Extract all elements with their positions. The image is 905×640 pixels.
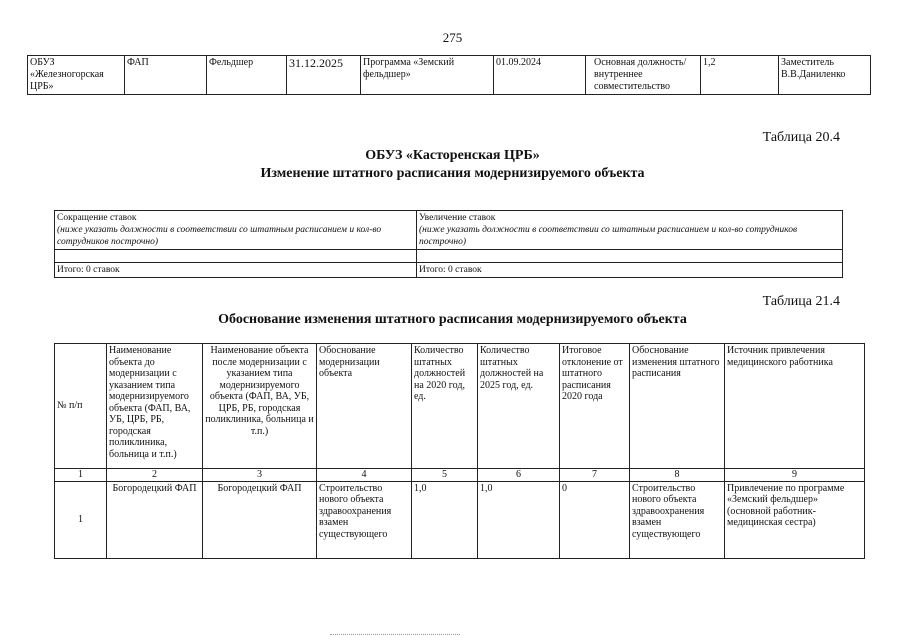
responsible-cell: Заместитель В.В.Даниленко <box>779 56 871 95</box>
column-header: Обоснование изменения штатного расписания <box>630 344 725 469</box>
column-number: 8 <box>630 469 725 482</box>
worker-source: Привлечение по программе «Земский фельдшер» (основной работник- медицинская сестра) <box>725 481 865 558</box>
table-row <box>55 250 843 263</box>
date-start-cell: 01.09.2024 <box>494 56 586 95</box>
column-number: 9 <box>725 469 865 482</box>
table-row <box>55 481 865 558</box>
increase-header: Увеличение ставок <box>419 213 496 223</box>
increase-total: Итого: 0 ставок <box>417 263 843 278</box>
staff-2025: 1,0 <box>478 481 560 558</box>
column-number: 3 <box>203 469 317 482</box>
scan-artifact <box>330 634 460 637</box>
column-header: Наименование объекта после модернизации с указанием типа модернизируемого объекта (ФАП, ВА, УБ, ЦРБ, РБ, городская поликлиника, больница и т.п.) <box>203 344 317 469</box>
table-21-label: Таблица 21.4 <box>762 294 840 309</box>
object-cell: ФАП <box>125 56 207 95</box>
table-row <box>55 263 843 278</box>
page-number: 275 <box>442 30 463 45</box>
object-before: Богородецкий ФАП <box>107 481 203 558</box>
column-number: 7 <box>560 469 630 482</box>
table-21-title: Обоснование изменения штатного расписания модернизируемого объекта <box>218 312 687 327</box>
reduction-header: Сокращение ставок <box>57 213 137 223</box>
table-20-label: Таблица 20.4 <box>762 130 840 145</box>
deviation: 0 <box>560 481 630 558</box>
column-header: Количество штатных должностей на 2025 год, ед. <box>478 344 560 469</box>
column-number: 1 <box>55 469 107 482</box>
staff-justification-table <box>54 343 865 559</box>
column-number-row <box>55 469 865 482</box>
position-cell: Фельдшер <box>207 56 287 95</box>
empty-cell <box>417 250 843 263</box>
reduction-header-cell <box>55 211 417 250</box>
table-20-title: Изменение штатного расписания модернизируемого объекта <box>260 166 645 181</box>
table-row <box>28 56 871 95</box>
table-row <box>55 211 843 250</box>
column-header: Обоснование модернизации объекта <box>317 344 412 469</box>
staff-change-table <box>54 210 843 278</box>
program-cell: Программа «Земский фельдшер» <box>361 56 494 95</box>
column-number: 6 <box>478 469 560 482</box>
org-title: ОБУЗ «Касторенская ЦРБ» <box>365 148 540 163</box>
column-header: № п/п <box>55 344 107 469</box>
column-number: 2 <box>107 469 203 482</box>
org-cell: ОБУЗ «Железногорская ЦРБ» <box>28 56 125 95</box>
date-end-cell: 31.12.2025 <box>287 56 361 95</box>
object-after: Богородецкий ФАП <box>203 481 317 558</box>
column-header: Итоговое отклонение от штатного расписания 2020 года <box>560 344 630 469</box>
top-continuation-table <box>27 55 871 95</box>
column-header: Количество штатных должностей на 2020 год, ед. <box>412 344 478 469</box>
column-header: Источник привлечения медицинского работника <box>725 344 865 469</box>
increase-header-cell <box>417 211 843 250</box>
staff-2020: 1,0 <box>412 481 478 558</box>
column-header: Наименование объекта до модернизации с указанием типа модернизируемого объекта (ФАП, ВА, УБ, ЦРБ, РБ, городская поликлиника, больница и т.п.) <box>107 344 203 469</box>
row-number: 1 <box>55 481 107 558</box>
column-number: 4 <box>317 469 412 482</box>
reduction-note: (ниже указать должности в соответствии со штатным расписанием и кол-во сотрудников построчно) <box>57 225 382 247</box>
increase-note: (ниже указать должности в соответствии со штатным расписанием и кол-во сотрудников построчно) <box>419 225 798 247</box>
column-number: 5 <box>412 469 478 482</box>
reduction-total: Итого: 0 ставок <box>55 263 417 278</box>
empty-cell <box>55 250 417 263</box>
employment-cell: Основная должность/внутреннее совместительство <box>586 56 701 95</box>
rate-cell: 1,2 <box>701 56 779 95</box>
change-justification: Строительство нового объекта здравоохранения взамен существующего <box>630 481 725 558</box>
header-row <box>55 344 865 469</box>
modernization-reason: Строительство нового объекта здравоохранения взамен существующего <box>317 481 412 558</box>
